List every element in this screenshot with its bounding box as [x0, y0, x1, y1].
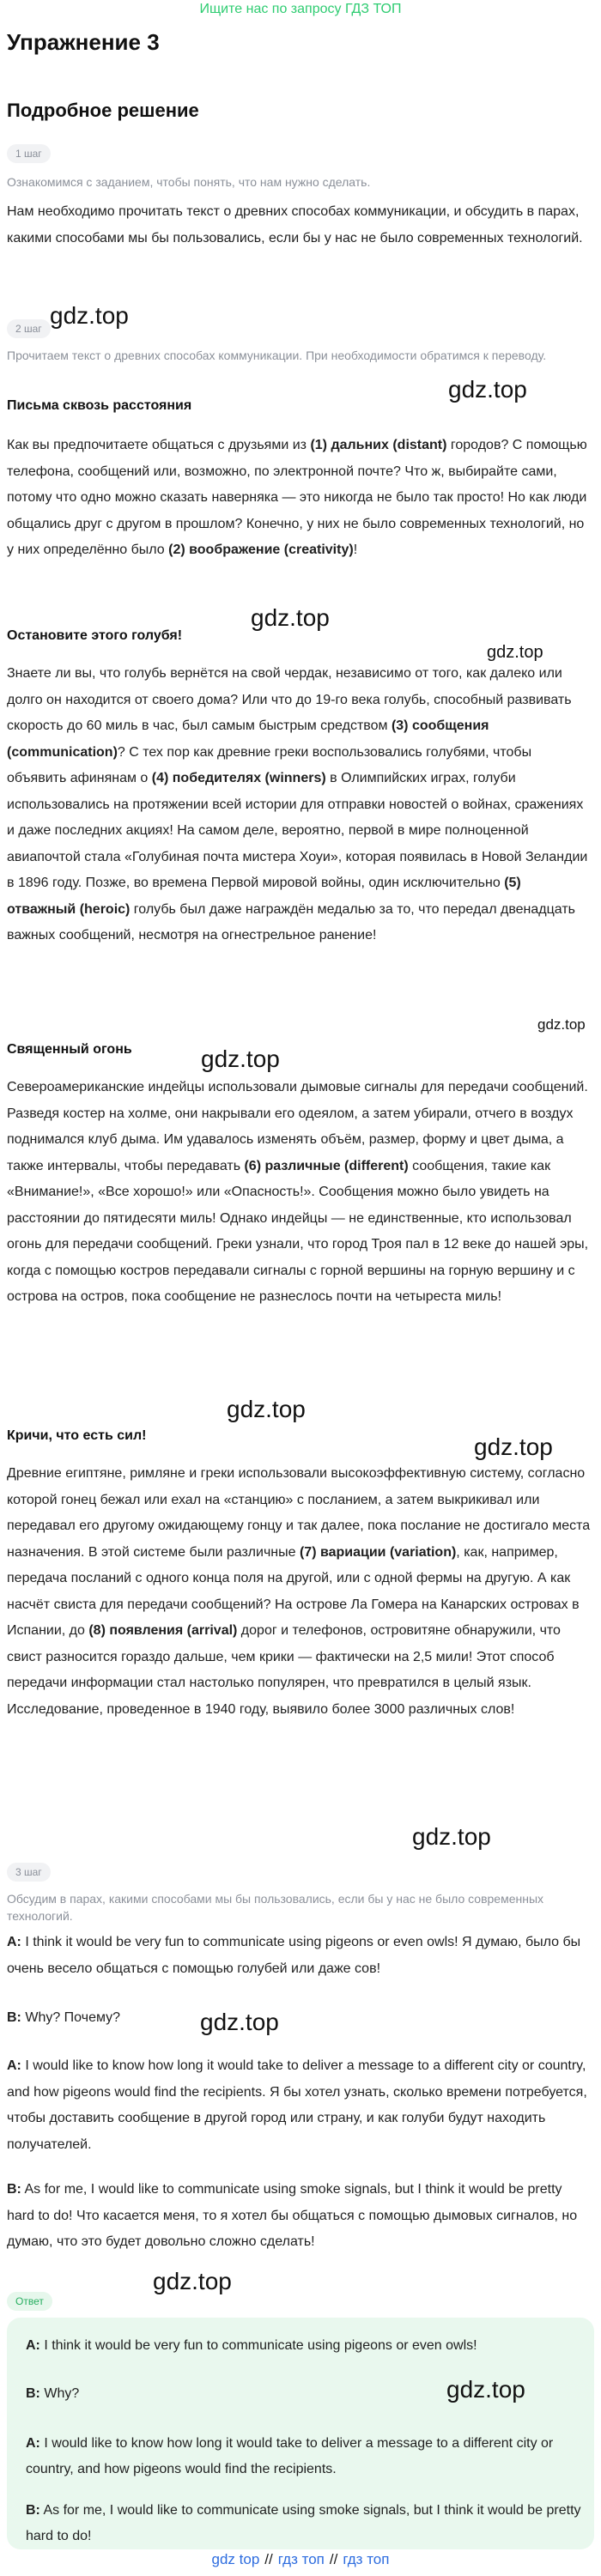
watermark: gdz.top [412, 1823, 491, 1850]
subsection-title: Священный огонь [7, 1042, 132, 1057]
paragraph: Древние египтяне, римляне и греки использовали высокоэффективную систему, согласно которой гонец бежал или ехал на «станцию» с посланием, а затем выкрикивал или передавал его другому ожидающему гонцу и так далее, пока послание не достигало места назначения. В этой системе были различные (7) вариации (variation), как, например, передача посланий с одного конца поля на другой, или с одной фермы на другую. А как насчёт свиста для передачи сообщений? На острове Ла Гомера на Канарских островах в Испании, до (8) появления (arrival) дорог и телефонов, островитяне обнаружили, что свист разносится гораздо дальше, чем крики — фактически на 2,5 мили! Этот способ передачи информации стал настолько популярен, что превратился в целый язык. Исследование, проведенное в 1940 году, выявило более 3000 различных слов! [7, 1466, 591, 1717]
watermark: gdz.top [50, 302, 129, 329]
step-badge-1: 1 шаг [7, 144, 51, 163]
footer-link[interactable]: гдз топ [277, 2551, 325, 2567]
watermark: gdz.top [200, 2009, 279, 2035]
watermark: gdz.top [448, 376, 527, 403]
step-text-1: Нам необходимо прочитать текст о древних способах коммуникации, и обсудить в парах, какими способами мы бы пользовались, если бы у нас не было современных технологий. [7, 204, 583, 245]
step-badge-2: 2 шаг [7, 319, 51, 338]
answer-line: A: I think it would be very fun to communicate using pigeons or even owls! [26, 2338, 477, 2353]
footer-link[interactable]: гдз топ [343, 2551, 390, 2567]
watermark: gdz.top [201, 1046, 280, 1072]
footer-link[interactable]: gdz top [211, 2551, 260, 2567]
step-hint-2: Прочитаем текст о древних способах коммуникации. При необходимости обратимся к переводу. [7, 349, 547, 362]
dialogue-line: A: I would like to know how long it would take to deliver a message to a different city or country, and how pigeons would find the recipients. Я бы хотел узнать, сколько времени потребуется, чтобы доставить сообщение в другой город или страну, и как голуби будут находить получателей. [7, 2058, 587, 2152]
watermark: gdz.top [227, 1396, 306, 1422]
step-hint-3: Обсудим в парах, какими способами мы бы пользовались, если бы у нас не было современных технологий. [7, 1892, 544, 1923]
dialogue-line: B: As for me, I would like to communicate using smoke signals, but I think it would be pretty hard to do! Что касается меня, то я хотел бы общаться с помощью дымовых сигналов, но думаю, что это будет довольно сложно сделать! [7, 2182, 578, 2249]
answer-line: B: As for me, I would like to communicate using smoke signals, but I think it would be pretty hard to do! [26, 2503, 581, 2543]
answer-line: B: Why? [26, 2386, 80, 2401]
step-hint-1: Ознакомимся с заданием, чтобы понять, что нам нужно сделать. [7, 175, 371, 189]
watermark: gdz.top [537, 1016, 586, 1033]
watermark: gdz.top [474, 1433, 553, 1460]
watermark: gdz.top [487, 643, 543, 662]
watermark: gdz.top [251, 604, 330, 631]
footer-separator: // [329, 2551, 338, 2567]
watermark: gdz.top [153, 2268, 232, 2294]
footer-separator: // [264, 2551, 273, 2567]
answer-line: A: I would like to know how long it would take to deliver a message to a different city or country, and how pigeons would find the recipients. [26, 2436, 554, 2476]
dialogue-line: B: Why? Почему? [7, 2010, 121, 2025]
dialogue-line: A: I think it would be very fun to communicate using pigeons or even owls! Я думаю, было бы очень весело общаться с помощью голубей или даже сов! [7, 1935, 581, 1976]
paragraph: Как вы предпочитаете общаться с друзьями из (1) дальних (distant) городов? С помощью телефона, сообщений или, возможно, по электронной почте? Что ж, выбирайте сами, потому что одно можно сказать наверняка — это никогда не было так просто! Но как люди общались друг с другом в прошлом? Конечно, у них не было современных технологий, но у них определённо было (2) воображение (creativity)! [7, 438, 587, 557]
section-title: Подробное решение [7, 100, 199, 121]
paragraph: Знаете ли вы, что голубь вернётся на свой чердак, независимо от того, как далеко или долго он находится от своего дома? Или что до 19-го века голубь, способный развивать скорость до 60 миль в час, был самым быстрым средством (3) сообщения (communication)? С тех пор как древние греки воспользовались голубями, чтобы объявить афинянам о (4) победителях (winners) в Олимпийских играх, голуби использовались на протяжении всей истории для отправки новостей о войнах, сражениях и даже последних акциях! На самом деле, вероятно, первой в мире полноценной авиапочтой стала «Голубиная почта мистера Хоуи», которая появилась в Новой Зеландии в 1896 году. Позже, во времена Первой мировой войны, один исключительно (5) отважный (heroic) голубь был даже награждён медалью за то, что передал двенадцать важных сообщений, несмотря на огнестрельное ранение! [7, 666, 588, 943]
watermark: gdz.top [446, 2376, 525, 2403]
subsection-title: Письма сквозь расстояния [7, 398, 192, 413]
page-title: Упражнение 3 [7, 29, 160, 55]
step-badge-3: 3 шаг [7, 1863, 51, 1882]
footer-links [0, 2551, 601, 2568]
answer-badge: Ответ [7, 2292, 52, 2311]
subsection-title: Остановите этого голубя! [7, 628, 183, 643]
paragraph: Североамериканские индейцы использовали дымовые сигналы для передачи сообщений. Разведя костер на холме, они накрывали его одеялом, а затем убирали, отчего в воздух поднимался клуб дыма. Им удавалось изменять объём, размер, форму и цвет дыма, а также интервалы, чтобы передавать (6) различные (different) сообщения, такие как «Внимание!», «Все хорошо!» или «Опасность!». Сообщения можно было увидеть на расстоянии до пятидесяти миль! Однако индейцы — не единственные, кто использовал огонь для передачи сообщений. Греки узнали, что город Троя пал в 12 веке до нашей эры, когда с помощью костров передавали сигналы с горной вершины на горную вершину и с острова на остров, пока сообщение не разнеслось почти на четыреста миль! [7, 1080, 589, 1304]
top-banner[interactable]: Ищите нас по запросу ГДЗ ТОП [199, 2, 402, 16]
subsection-title: Кричи, что есть сил! [7, 1428, 147, 1443]
